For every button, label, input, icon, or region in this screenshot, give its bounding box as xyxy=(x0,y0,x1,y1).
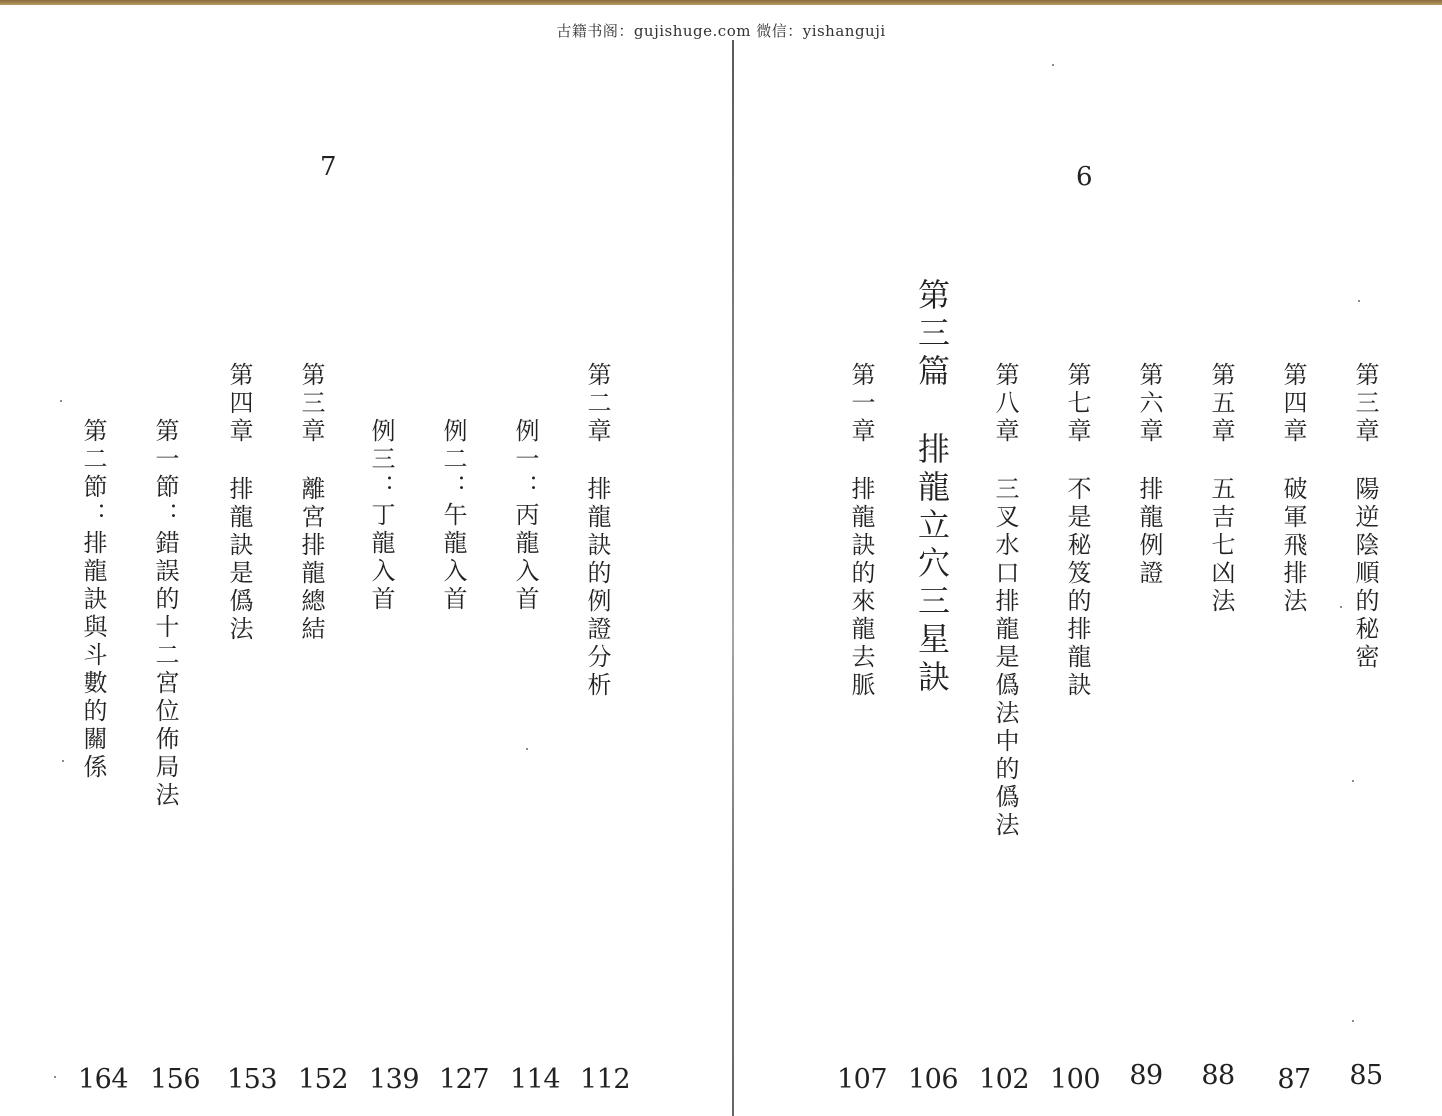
toc-entry-label: 第二章 xyxy=(583,362,611,446)
toc-entry-label: 第三章 xyxy=(1351,362,1379,446)
toc-entry-title: 排龍立穴三星訣 xyxy=(913,432,951,698)
toc-entry-title: 丙龍入首 xyxy=(511,502,539,614)
toc-entry[interactable] xyxy=(510,418,540,614)
toc-page-number: 100 xyxy=(1049,1064,1101,1095)
toc-entry-label: 第三篇 xyxy=(913,278,951,392)
toc-entry-label: 第四章 xyxy=(225,362,253,446)
scan-speck xyxy=(54,1076,56,1078)
toc-page-number: 87 xyxy=(1277,1064,1311,1095)
toc-page-number: 114 xyxy=(509,1064,561,1095)
toc-entry-title: 破軍飛排法 xyxy=(1279,476,1307,616)
scan-speck xyxy=(526,748,528,750)
toc-entry-title: 五吉七凶法 xyxy=(1207,476,1235,616)
toc-entry-label: 第二節： xyxy=(79,418,107,530)
toc-entry-title: 不是秘笈的排龍訣 xyxy=(1063,476,1091,700)
watermark-text: 古籍书阁：gujishuge.com 微信：yishanguji xyxy=(556,22,886,40)
toc-entry[interactable] xyxy=(846,362,876,700)
page-number: 7 xyxy=(320,152,337,182)
toc-entry[interactable] xyxy=(1134,362,1164,588)
toc-page-number: 156 xyxy=(149,1064,201,1095)
toc-page-number: 107 xyxy=(836,1064,888,1095)
toc-entry-title: 丁龍入首 xyxy=(367,502,395,614)
toc-entry-label: 第五章 xyxy=(1207,362,1235,446)
toc-entry-label: 第一節： xyxy=(151,418,179,530)
toc-entry[interactable] xyxy=(78,418,108,782)
scan-speck xyxy=(60,400,62,402)
toc-entry-label: 例一： xyxy=(511,418,539,502)
toc-entry-title: 三叉水口排龍是僞法中的僞法 xyxy=(991,476,1019,840)
toc-entry-label: 第三章 xyxy=(297,362,325,446)
toc-page-number: 85 xyxy=(1349,1060,1383,1091)
toc-page-number: 164 xyxy=(77,1064,129,1095)
toc-entry-label: 第八章 xyxy=(991,362,1019,446)
toc-entry[interactable] xyxy=(1062,362,1092,700)
toc-entry-title: 排龍例證 xyxy=(1135,476,1163,588)
toc-entry[interactable] xyxy=(990,362,1020,840)
toc-entry[interactable] xyxy=(366,418,396,614)
top-border xyxy=(0,0,1442,5)
toc-page-number: 152 xyxy=(297,1064,349,1095)
toc-entry-title: 錯誤的十二宮位佈局法 xyxy=(151,530,179,810)
toc-entry-label: 第六章 xyxy=(1135,362,1163,446)
toc-page-number: 112 xyxy=(579,1064,631,1095)
toc-entry-title: 排龍訣的例證分析 xyxy=(583,476,611,700)
scan-speck xyxy=(1352,780,1354,782)
toc-entry[interactable] xyxy=(1278,362,1308,616)
toc-entry[interactable] xyxy=(224,362,254,644)
toc-entry-title: 午龍入首 xyxy=(439,502,467,614)
toc-entry-label: 第一章 xyxy=(847,362,875,446)
toc-entry[interactable] xyxy=(582,362,612,700)
scan-speck xyxy=(1052,64,1054,66)
scan-speck xyxy=(1352,1020,1354,1022)
toc-page-number: 106 xyxy=(907,1064,959,1095)
toc-entry[interactable] xyxy=(1350,362,1380,672)
toc-entry-label: 例二： xyxy=(439,418,467,502)
book-gutter xyxy=(732,40,734,1116)
scan-speck xyxy=(1358,300,1360,302)
toc-page-number: 153 xyxy=(226,1064,278,1095)
toc-entry-label: 例三： xyxy=(367,418,395,502)
toc-entry-title: 排龍訣的來龍去脈 xyxy=(847,476,875,700)
toc-entry[interactable] xyxy=(438,418,468,614)
toc-part-heading[interactable] xyxy=(912,278,952,698)
toc-entry[interactable] xyxy=(1206,362,1236,616)
toc-page-number: 102 xyxy=(978,1064,1030,1095)
toc-entry-title: 陽逆陰順的秘密 xyxy=(1351,476,1379,672)
toc-entry-label: 第四章 xyxy=(1279,362,1307,446)
toc-entry[interactable] xyxy=(150,418,180,810)
page-number: 6 xyxy=(1076,162,1093,192)
toc-entry-title: 排龍訣是僞法 xyxy=(225,476,253,644)
toc-page-number: 139 xyxy=(368,1064,420,1095)
scan-speck xyxy=(1340,606,1342,608)
toc-entry-title: 排龍訣與斗數的關係 xyxy=(79,530,107,782)
scan-speck xyxy=(62,760,64,762)
toc-entry[interactable] xyxy=(296,362,326,644)
toc-page-number: 88 xyxy=(1201,1060,1235,1091)
toc-entry-label: 第七章 xyxy=(1063,362,1091,446)
toc-page-number: 127 xyxy=(438,1064,490,1095)
toc-entry-title: 離宮排龍總結 xyxy=(297,476,325,644)
toc-page-number: 89 xyxy=(1129,1060,1163,1091)
